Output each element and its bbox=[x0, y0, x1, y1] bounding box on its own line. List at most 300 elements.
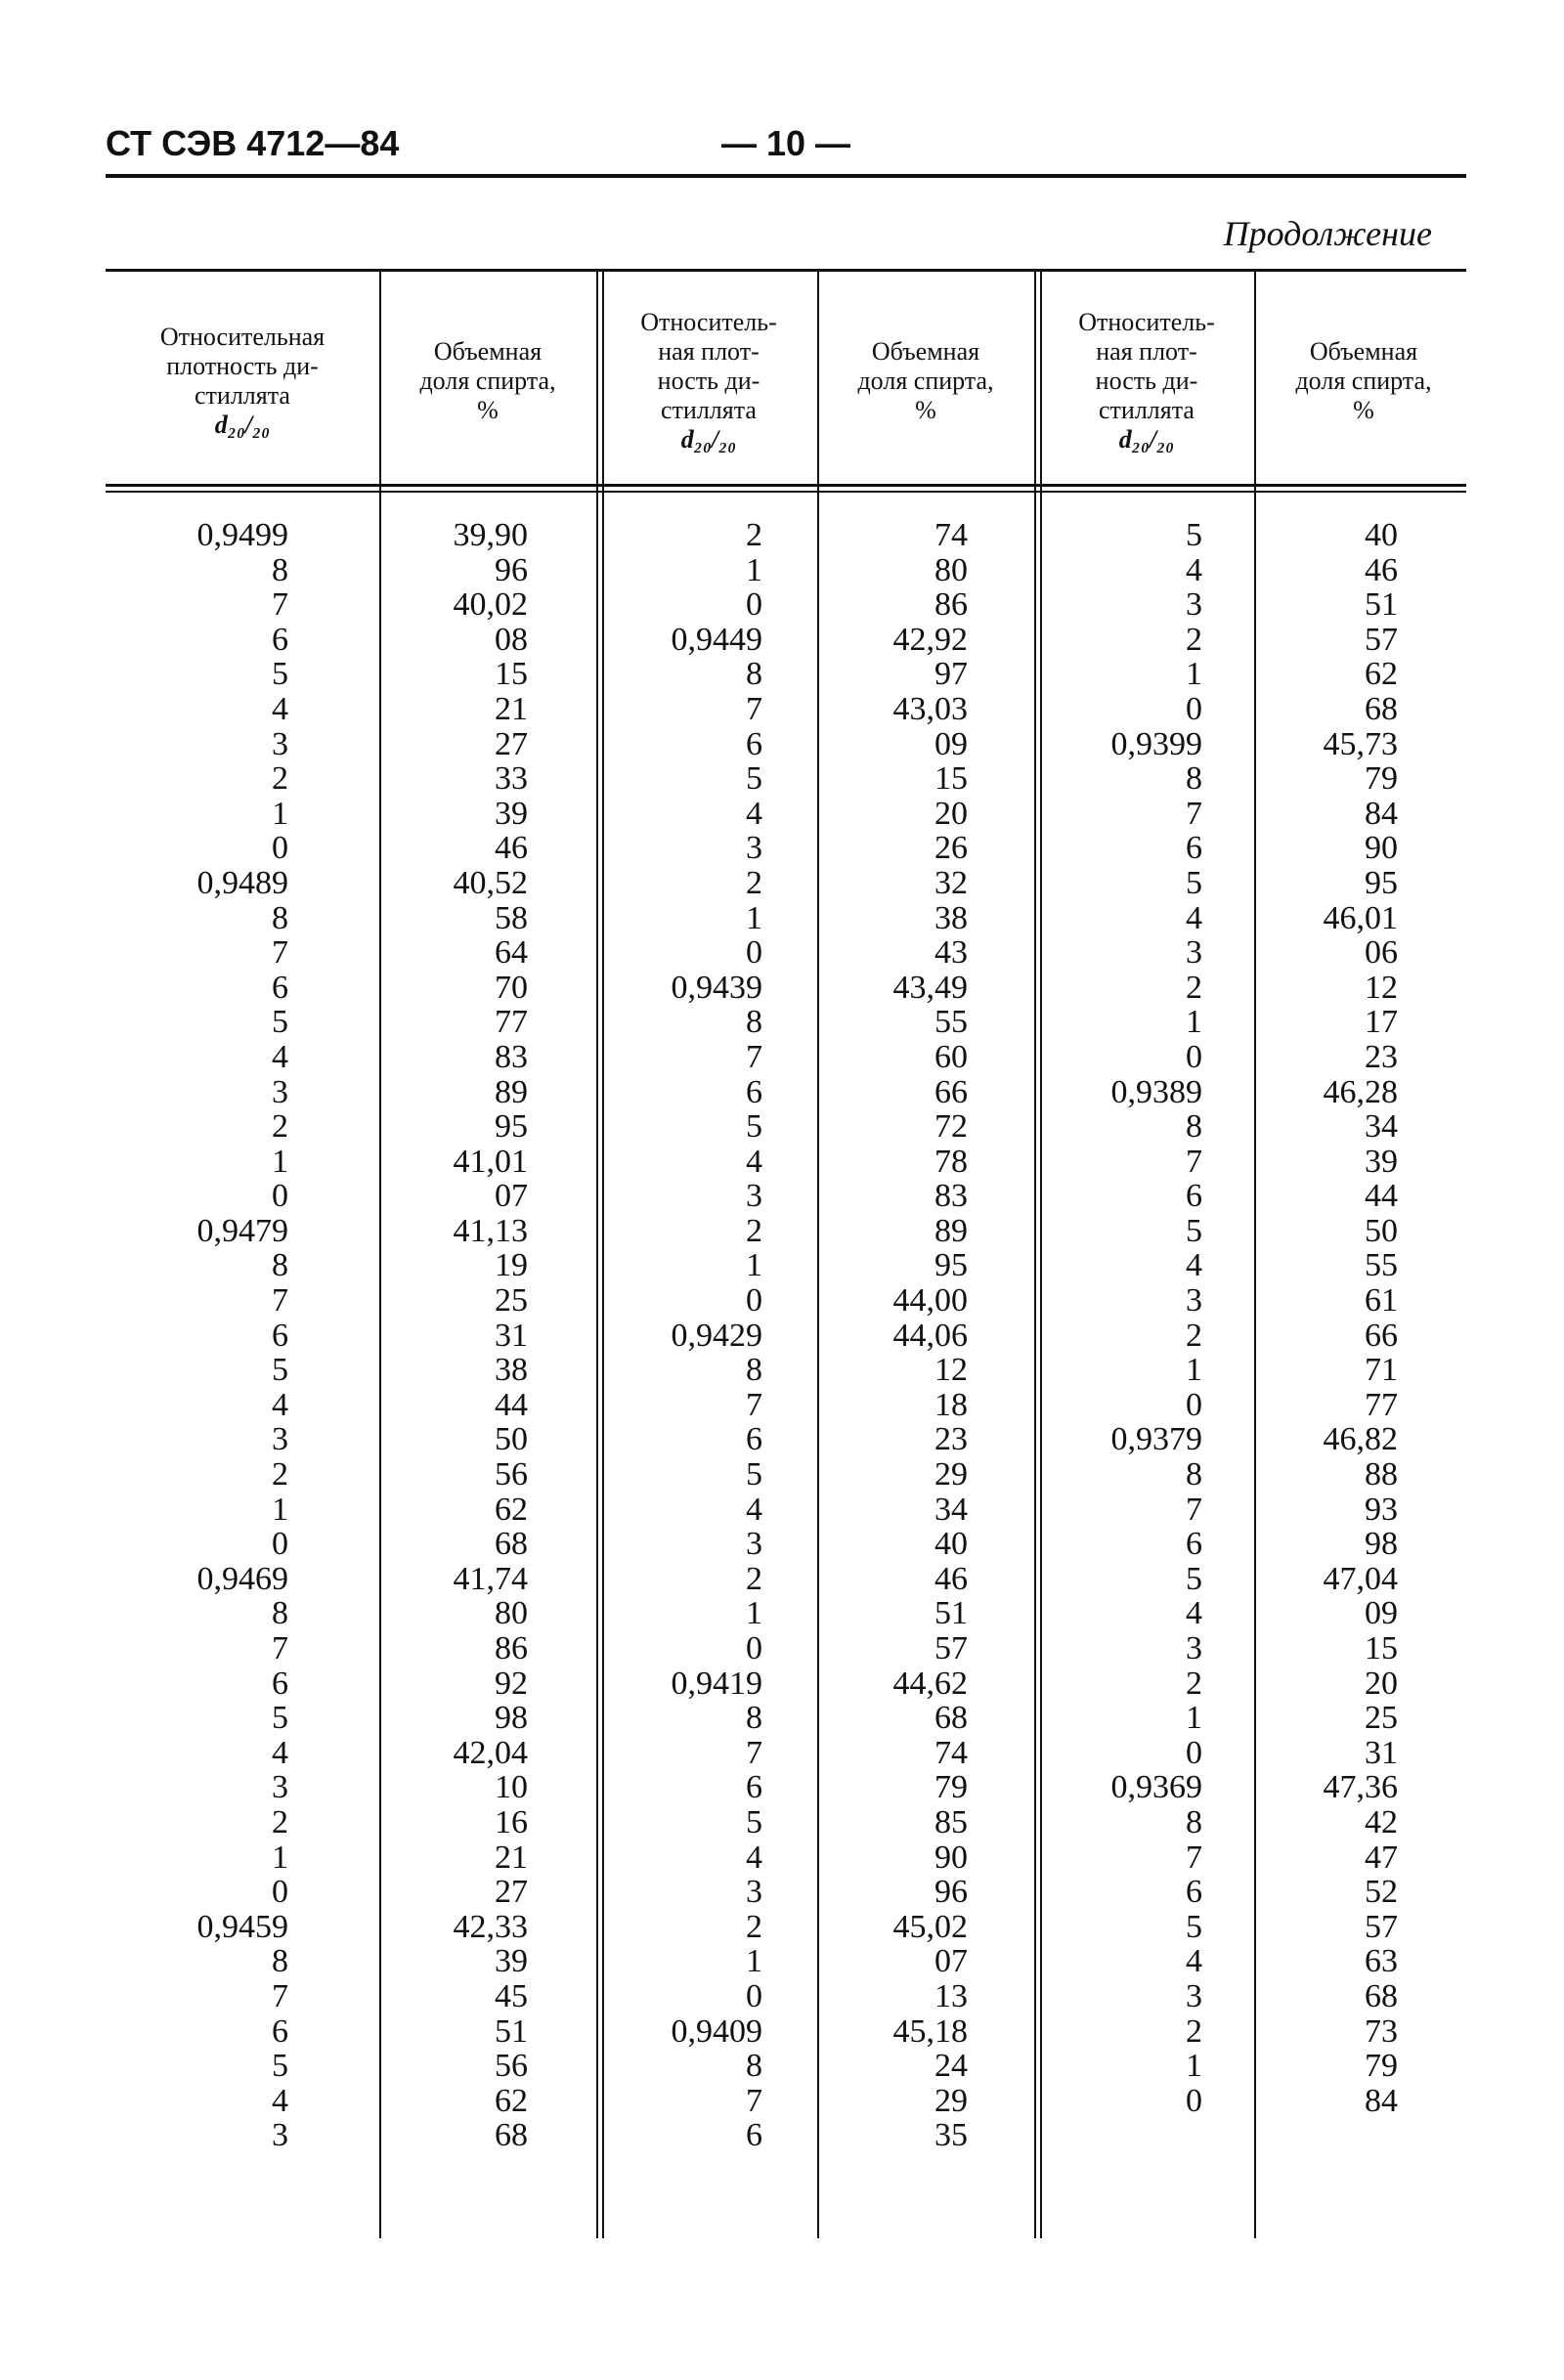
table-cell: 0 bbox=[746, 934, 762, 972]
table-cell: 1 bbox=[272, 1143, 288, 1180]
header-alcohol-2: Объемная доля спирта, % bbox=[857, 337, 994, 424]
table-cell: 4 bbox=[272, 690, 288, 727]
header-rule bbox=[106, 174, 1466, 178]
table-cell: 07 bbox=[495, 1178, 528, 1215]
table-cell: 56 bbox=[495, 1456, 528, 1493]
table-cell: 4 bbox=[1186, 1595, 1202, 1632]
table-cell: 0,9409 bbox=[671, 2012, 762, 2050]
table-cell: 7 bbox=[746, 1734, 762, 1771]
header-density-1: Относительная плотность ди- стиллята d₂₀/₂₀ bbox=[159, 323, 326, 439]
table-cell: 7 bbox=[272, 586, 288, 624]
table-cell: 0,9439 bbox=[671, 969, 762, 1006]
table-cell: 6 bbox=[746, 725, 762, 762]
table-cell: 46 bbox=[1365, 551, 1398, 588]
table-cell: 6 bbox=[746, 2117, 762, 2154]
header-density-2: Относитель- ная плот- ность ди- стиллята d₂₀/₂₀ bbox=[640, 308, 777, 454]
table-cell: 34 bbox=[1365, 1108, 1398, 1146]
table-cell: 5 bbox=[746, 1803, 762, 1840]
table-cell: 86 bbox=[495, 1630, 528, 1666]
table-cell: 4 bbox=[746, 795, 762, 832]
table-cell: 3 bbox=[272, 725, 288, 762]
table-cell: 95 bbox=[1365, 864, 1398, 901]
table-cell: 5 bbox=[272, 656, 288, 693]
table-cell: 19 bbox=[495, 1247, 528, 1284]
table-cell: 98 bbox=[495, 1700, 528, 1737]
table-cell: 80 bbox=[495, 1595, 528, 1632]
table-cell: 8 bbox=[746, 1700, 762, 1737]
table-cell: 2 bbox=[746, 517, 762, 553]
table-cell: 1 bbox=[1186, 656, 1202, 693]
table-cell: 4 bbox=[272, 2082, 288, 2119]
table-cell: 29 bbox=[934, 1456, 968, 1493]
table-cell: 1 bbox=[1186, 2048, 1202, 2085]
table-cell: 39,90 bbox=[453, 517, 528, 553]
table-cell: 57 bbox=[1365, 1908, 1398, 1945]
table-cell: 68 bbox=[495, 2117, 528, 2154]
table-cell: 6 bbox=[272, 969, 288, 1006]
table-cell: 27 bbox=[495, 725, 528, 762]
table-cell: 5 bbox=[1186, 1908, 1202, 1945]
table-cell: 92 bbox=[495, 1665, 528, 1702]
table-cell: 86 bbox=[934, 586, 968, 624]
table-cell: 40 bbox=[1365, 517, 1398, 553]
table-cell: 0 bbox=[746, 1977, 762, 2014]
density-column-2 bbox=[626, 518, 762, 2153]
table-cell: 2 bbox=[746, 1560, 762, 1597]
table-cell: 31 bbox=[1365, 1734, 1398, 1771]
table-cell: 1 bbox=[746, 899, 762, 936]
table-cell: 6 bbox=[746, 1073, 762, 1110]
table-header-rule bbox=[106, 484, 1466, 487]
table-cell: 84 bbox=[1365, 795, 1398, 832]
table-cell: 24 bbox=[934, 2048, 968, 2085]
table-cell: 6 bbox=[272, 2012, 288, 2050]
table-cell: 5 bbox=[272, 1004, 288, 1041]
table-cell: 8 bbox=[1186, 760, 1202, 798]
table-cell: 57 bbox=[1365, 621, 1398, 658]
table-cell: 89 bbox=[934, 1212, 968, 1249]
table-cell: 2 bbox=[272, 1108, 288, 1146]
table-cell: 39 bbox=[495, 795, 528, 832]
table-cell: 0 bbox=[272, 1874, 288, 1911]
table-cell: 2 bbox=[746, 864, 762, 901]
table-cell: 55 bbox=[1365, 1247, 1398, 1284]
table-cell: 55 bbox=[934, 1004, 968, 1041]
table-cell: 4 bbox=[1186, 1247, 1202, 1284]
table-cell: 61 bbox=[1365, 1282, 1398, 1320]
table-cell: 62 bbox=[495, 2082, 528, 2119]
table-cell: 42,33 bbox=[453, 1908, 528, 1945]
table-cell: 0 bbox=[746, 1282, 762, 1320]
table-cell: 58 bbox=[495, 899, 528, 936]
table-cell: 63 bbox=[1365, 1943, 1398, 1980]
table-cell: 7 bbox=[746, 1386, 762, 1423]
table-cell: 31 bbox=[495, 1317, 528, 1354]
table-cell: 8 bbox=[272, 899, 288, 936]
table-cell: 3 bbox=[1186, 1630, 1202, 1666]
table-cell: 89 bbox=[495, 1073, 528, 1110]
table-cell: 96 bbox=[934, 1874, 968, 1911]
table-cell: 68 bbox=[934, 1700, 968, 1737]
table-cell: 23 bbox=[934, 1421, 968, 1458]
table-cell: 26 bbox=[934, 830, 968, 867]
column-group-divider bbox=[596, 272, 604, 2238]
table-cell: 44,00 bbox=[892, 1282, 968, 1320]
alcohol-column-1 bbox=[391, 518, 528, 2153]
table-cell: 8 bbox=[746, 656, 762, 693]
table-cell: 83 bbox=[495, 1038, 528, 1075]
table-cell: 41,13 bbox=[453, 1212, 528, 1249]
table-cell: 2 bbox=[1186, 1665, 1202, 1702]
table-cell: 8 bbox=[1186, 1456, 1202, 1493]
table-cell: 70 bbox=[495, 969, 528, 1006]
table-cell: 4 bbox=[1186, 1943, 1202, 1980]
table-header-rule-secondary bbox=[106, 491, 1466, 493]
table-cell: 8 bbox=[746, 1352, 762, 1389]
table-cell: 45 bbox=[495, 1977, 528, 2014]
table-cell: 0 bbox=[272, 1526, 288, 1563]
table-cell: 3 bbox=[746, 830, 762, 867]
table-cell: 46,28 bbox=[1323, 1073, 1398, 1110]
table-cell: 0 bbox=[746, 586, 762, 624]
table-cell: 0,9489 bbox=[196, 864, 288, 901]
table-cell: 45,18 bbox=[892, 2012, 968, 2050]
table-cell: 7 bbox=[272, 1282, 288, 1320]
table-cell: 5 bbox=[1186, 1560, 1202, 1597]
table-cell: 8 bbox=[272, 551, 288, 588]
table-cell: 1 bbox=[1186, 1352, 1202, 1389]
table-cell: 4 bbox=[272, 1038, 288, 1075]
table-cell: 80 bbox=[934, 551, 968, 588]
table-cell: 0 bbox=[1186, 1038, 1202, 1075]
table-cell: 4 bbox=[746, 1839, 762, 1876]
table-cell: 0,9399 bbox=[1110, 725, 1202, 762]
table-cell: 18 bbox=[934, 1386, 968, 1423]
table-cell: 6 bbox=[272, 1665, 288, 1702]
table-cell: 8 bbox=[1186, 1108, 1202, 1146]
table-cell: 3 bbox=[272, 1073, 288, 1110]
document-code: СТ СЭВ 4712—84 bbox=[106, 123, 400, 163]
table-cell: 7 bbox=[1186, 1491, 1202, 1528]
table-cell: 43,49 bbox=[892, 969, 968, 1006]
table-cell: 12 bbox=[1365, 969, 1398, 1006]
table-cell: 42 bbox=[1365, 1803, 1398, 1840]
table-cell: 0 bbox=[746, 1630, 762, 1666]
table-cell: 3 bbox=[1186, 934, 1202, 972]
table-cell: 21 bbox=[495, 690, 528, 727]
table-cell: 95 bbox=[495, 1108, 528, 1146]
table-cell: 0 bbox=[1186, 1386, 1202, 1423]
table-cell: 33 bbox=[495, 760, 528, 798]
table-cell: 40 bbox=[934, 1526, 968, 1563]
table-cell: 15 bbox=[1365, 1630, 1398, 1666]
table-cell: 1 bbox=[746, 1595, 762, 1632]
table-cell: 21 bbox=[495, 1839, 528, 1876]
table-cell: 1 bbox=[1186, 1700, 1202, 1737]
table-cell: 1 bbox=[746, 551, 762, 588]
table-cell: 45,02 bbox=[892, 1908, 968, 1945]
table-top-rule bbox=[106, 269, 1466, 272]
table-cell: 44 bbox=[495, 1386, 528, 1423]
table-cell: 6 bbox=[272, 621, 288, 658]
alcohol-column-2 bbox=[831, 518, 968, 2153]
table-cell: 3 bbox=[1186, 1282, 1202, 1320]
table-cell: 3 bbox=[272, 2117, 288, 2154]
table-cell: 90 bbox=[1365, 830, 1398, 867]
table-cell: 4 bbox=[1186, 551, 1202, 588]
table-cell: 3 bbox=[272, 1421, 288, 1458]
table-cell: 2 bbox=[746, 1212, 762, 1249]
table-cell: 2 bbox=[1186, 621, 1202, 658]
table-cell: 7 bbox=[272, 934, 288, 972]
table-cell: 46,82 bbox=[1323, 1421, 1398, 1458]
table-cell: 2 bbox=[1186, 1317, 1202, 1354]
table-cell: 88 bbox=[1365, 1456, 1398, 1493]
table-cell: 66 bbox=[934, 1073, 968, 1110]
table-cell: 7 bbox=[1186, 795, 1202, 832]
table-cell: 7 bbox=[746, 2082, 762, 2119]
table-cell: 0,9469 bbox=[196, 1560, 288, 1597]
table-cell: 4 bbox=[746, 1143, 762, 1180]
table-cell: 43,03 bbox=[892, 690, 968, 727]
table-cell: 6 bbox=[746, 1421, 762, 1458]
table-cell: 79 bbox=[1365, 760, 1398, 798]
column-divider bbox=[817, 272, 819, 2238]
header-alcohol-3: Объемная доля спирта, % bbox=[1295, 337, 1432, 424]
table-cell: 77 bbox=[495, 1004, 528, 1041]
table-cell: 57 bbox=[934, 1630, 968, 1666]
table-cell: 47,04 bbox=[1323, 1560, 1398, 1597]
column-group-divider bbox=[1034, 272, 1042, 2238]
table-cell: 62 bbox=[1365, 656, 1398, 693]
table-cell: 79 bbox=[934, 1769, 968, 1806]
table-cell: 0,9389 bbox=[1110, 1073, 1202, 1110]
table-cell: 7 bbox=[746, 1038, 762, 1075]
table-cell: 16 bbox=[495, 1803, 528, 1840]
table-cell: 73 bbox=[1365, 2012, 1398, 2050]
table-cell: 7 bbox=[746, 690, 762, 727]
table-cell: 6 bbox=[746, 1769, 762, 1806]
table-cell: 17 bbox=[1365, 1004, 1398, 1041]
table-cell: 5 bbox=[1186, 517, 1202, 553]
table-cell: 32 bbox=[934, 864, 968, 901]
table-cell: 46 bbox=[495, 830, 528, 867]
table-cell: 0 bbox=[1186, 2082, 1202, 2119]
header-alcohol-1: Объемная доля спирта, % bbox=[419, 337, 556, 424]
table-cell: 0 bbox=[1186, 690, 1202, 727]
table-cell: 44 bbox=[1365, 1178, 1398, 1215]
table-cell: 4 bbox=[272, 1386, 288, 1423]
table-cell: 2 bbox=[272, 1803, 288, 1840]
table-cell: 51 bbox=[495, 2012, 528, 2050]
table-cell: 51 bbox=[934, 1595, 968, 1632]
table-cell: 25 bbox=[495, 1282, 528, 1320]
table-cell: 20 bbox=[934, 795, 968, 832]
table-cell: 5 bbox=[1186, 1212, 1202, 1249]
table-cell: 3 bbox=[746, 1526, 762, 1563]
table-cell: 43 bbox=[934, 934, 968, 972]
table-cell: 8 bbox=[746, 1004, 762, 1041]
table-cell: 78 bbox=[934, 1143, 968, 1180]
page-header bbox=[106, 115, 1466, 174]
table-cell: 5 bbox=[746, 1108, 762, 1146]
table-cell: 1 bbox=[272, 1491, 288, 1528]
table-cell: 0 bbox=[272, 830, 288, 867]
table-cell: 38 bbox=[495, 1352, 528, 1389]
table-cell: 23 bbox=[1365, 1038, 1398, 1075]
table-cell: 97 bbox=[934, 656, 968, 693]
table-cell: 7 bbox=[1186, 1839, 1202, 1876]
table-cell: 6 bbox=[1186, 1526, 1202, 1563]
table-cell: 8 bbox=[272, 1247, 288, 1284]
table-cell: 0,9459 bbox=[196, 1908, 288, 1945]
table-cell: 08 bbox=[495, 621, 528, 658]
table-cell: 68 bbox=[1365, 690, 1398, 727]
table-cell: 5 bbox=[1186, 864, 1202, 901]
alcohol-column-3 bbox=[1261, 518, 1398, 2118]
table-cell: 66 bbox=[1365, 1317, 1398, 1354]
table-cell: 2 bbox=[272, 760, 288, 798]
table-cell: 85 bbox=[934, 1803, 968, 1840]
table-cell: 09 bbox=[1365, 1595, 1398, 1632]
table-cell: 10 bbox=[495, 1769, 528, 1806]
table-cell: 0 bbox=[272, 1178, 288, 1215]
table-cell: 90 bbox=[934, 1839, 968, 1876]
table-cell: 2 bbox=[272, 1456, 288, 1493]
table-cell: 79 bbox=[1365, 2048, 1398, 2085]
table-cell: 68 bbox=[495, 1526, 528, 1563]
table-cell: 39 bbox=[1365, 1143, 1398, 1180]
table-cell: 42,04 bbox=[453, 1734, 528, 1771]
table-cell: 8 bbox=[1186, 1803, 1202, 1840]
table-cell: 50 bbox=[1365, 1212, 1398, 1249]
table-cell: 8 bbox=[272, 1943, 288, 1980]
table-cell: 15 bbox=[495, 656, 528, 693]
table-cell: 46 bbox=[934, 1560, 968, 1597]
table-cell: 29 bbox=[934, 2082, 968, 2119]
table-cell: 96 bbox=[495, 551, 528, 588]
table-cell: 13 bbox=[934, 1977, 968, 2014]
table-cell: 0 bbox=[1186, 1734, 1202, 1771]
table-cell: 6 bbox=[1186, 830, 1202, 867]
table-cell: 46,01 bbox=[1323, 899, 1398, 936]
table-cell: 0,9499 bbox=[196, 517, 288, 553]
table-cell: 56 bbox=[495, 2048, 528, 2085]
table-cell: 40,02 bbox=[453, 586, 528, 624]
table-cell: 4 bbox=[272, 1734, 288, 1771]
continuation-label: Продолжение bbox=[1223, 214, 1432, 253]
table-cell: 3 bbox=[1186, 586, 1202, 624]
table-cell: 41,01 bbox=[453, 1143, 528, 1180]
table-cell: 1 bbox=[746, 1943, 762, 1980]
table-cell: 12 bbox=[934, 1352, 968, 1389]
table-cell: 60 bbox=[934, 1038, 968, 1075]
column-divider bbox=[1254, 272, 1256, 2238]
table-cell: 71 bbox=[1365, 1352, 1398, 1389]
table-cell: 3 bbox=[1186, 1977, 1202, 2014]
table-cell: 4 bbox=[746, 1491, 762, 1528]
table-cell: 84 bbox=[1365, 2082, 1398, 2119]
table-cell: 1 bbox=[1186, 1004, 1202, 1041]
table-cell: 52 bbox=[1365, 1874, 1398, 1911]
table-cell: 09 bbox=[934, 725, 968, 762]
table-cell: 50 bbox=[495, 1421, 528, 1458]
table-cell: 4 bbox=[1186, 899, 1202, 936]
table-cell: 35 bbox=[934, 2117, 968, 2154]
table-cell: 1 bbox=[272, 1839, 288, 1876]
table-cell: 5 bbox=[272, 1700, 288, 1737]
table-cell: 51 bbox=[1365, 586, 1398, 624]
table-cell: 34 bbox=[934, 1491, 968, 1528]
density-column-3 bbox=[1065, 518, 1202, 2118]
table-cell: 47,36 bbox=[1323, 1769, 1398, 1806]
table-cell: 06 bbox=[1365, 934, 1398, 972]
table-cell: 44,62 bbox=[892, 1665, 968, 1702]
table-cell: 2 bbox=[1186, 969, 1202, 1006]
table-cell: 93 bbox=[1365, 1491, 1398, 1528]
table-cell: 07 bbox=[934, 1943, 968, 1980]
table-cell: 0,9419 bbox=[671, 1665, 762, 1702]
table-cell: 0,9369 bbox=[1110, 1769, 1202, 1806]
table-cell: 72 bbox=[934, 1108, 968, 1146]
table-cell: 2 bbox=[746, 1908, 762, 1945]
table-cell: 74 bbox=[934, 1734, 968, 1771]
table-cell: 0,9379 bbox=[1110, 1421, 1202, 1458]
table-cell: 74 bbox=[934, 517, 968, 553]
table-cell: 6 bbox=[1186, 1178, 1202, 1215]
table-cell: 47 bbox=[1365, 1839, 1398, 1876]
table-cell: 15 bbox=[934, 760, 968, 798]
table-cell: 95 bbox=[934, 1247, 968, 1284]
table-cell: 5 bbox=[272, 1352, 288, 1389]
table-cell: 20 bbox=[1365, 1665, 1398, 1702]
table-cell: 44,06 bbox=[892, 1317, 968, 1354]
table-cell: 0,9449 bbox=[671, 621, 762, 658]
table-cell: 83 bbox=[934, 1178, 968, 1215]
table-cell: 77 bbox=[1365, 1386, 1398, 1423]
header-density-3: Относитель- ная плот- ность ди- стиллята d₂₀/₂₀ bbox=[1078, 308, 1215, 454]
table-cell: 25 bbox=[1365, 1700, 1398, 1737]
table-cell: 0,9429 bbox=[671, 1317, 762, 1354]
table-cell: 6 bbox=[1186, 1874, 1202, 1911]
table-cell: 42,92 bbox=[892, 621, 968, 658]
table-cell: 27 bbox=[495, 1874, 528, 1911]
table-cell: 38 bbox=[934, 899, 968, 936]
table-cell: 3 bbox=[272, 1769, 288, 1806]
table-cell: 39 bbox=[495, 1943, 528, 1980]
page-number: — 10 — bbox=[721, 123, 851, 163]
table-cell: 2 bbox=[1186, 2012, 1202, 2050]
table-cell: 5 bbox=[746, 1456, 762, 1493]
table-cell: 1 bbox=[746, 1247, 762, 1284]
table-cell: 0,9479 bbox=[196, 1212, 288, 1249]
table-cell: 41,74 bbox=[453, 1560, 528, 1597]
table-cell: 7 bbox=[272, 1977, 288, 2014]
table-cell: 64 bbox=[495, 934, 528, 972]
table-cell: 98 bbox=[1365, 1526, 1398, 1563]
table-cell: 62 bbox=[495, 1491, 528, 1528]
column-divider bbox=[379, 272, 381, 2238]
density-column-1 bbox=[147, 518, 288, 2153]
table-cell: 1 bbox=[272, 795, 288, 832]
table-cell: 7 bbox=[1186, 1143, 1202, 1180]
table-cell: 8 bbox=[272, 1595, 288, 1632]
table-cell: 68 bbox=[1365, 1977, 1398, 2014]
table-cell: 5 bbox=[746, 760, 762, 798]
table-cell: 40,52 bbox=[453, 864, 528, 901]
table-cell: 3 bbox=[746, 1874, 762, 1911]
table-cell: 7 bbox=[272, 1630, 288, 1666]
